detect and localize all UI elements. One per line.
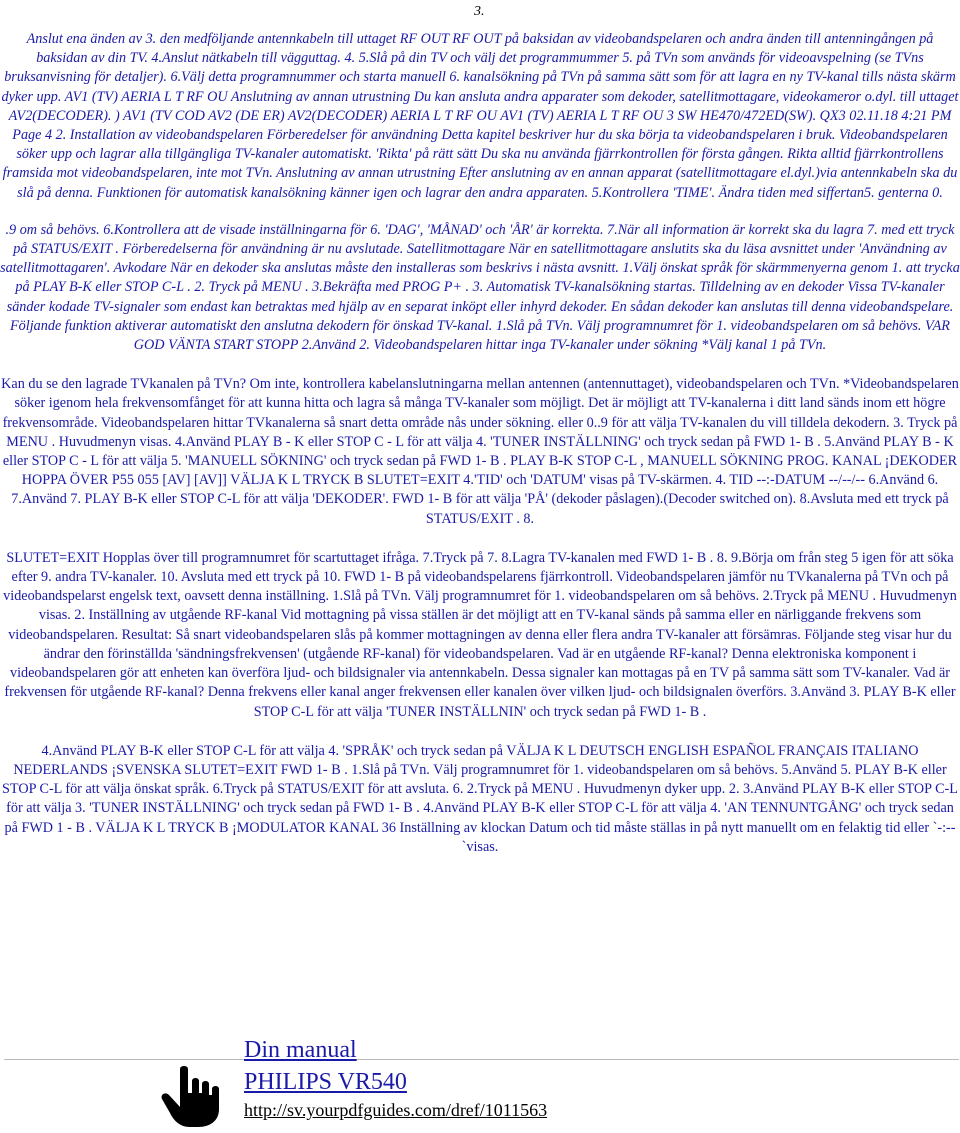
model-link[interactable]: PHILIPS VR540 (244, 1069, 407, 1095)
url-link[interactable]: http://sv.yourpdfguides.com/dref/1011563 (244, 1100, 548, 1120)
page-number: 3. (474, 4, 485, 19)
paragraph-4: SLUTET=EXIT Hopplas över till programnumret för scartuttaget ifråga. 7.Tryck på 7. 8.Lagra TV-kanalen med FWD 1- B . 8. 9.Börja om från steg 5 igen för att söka efter 9. andra TV-kanaler. 10. Avsluta med ett tryck på 10. FWD 1- B på videobandspelarens fjärrkontroll. Videobandspelaren jämför nu TVkanalerna på TVn och på videobandspelarst engelsk text, oavsett denna inställning. 1.Slå på TVn. Välj programnumret för 1. videobandspelaren om så behövs. 2.Tryck på MENU . Huvudmenyn visas. 2. Inställning av utgående RF-kanal Vid mottagning på vissa ställen är det möjligt att en TV-kanal sänds på samma eller en närliggande frekvens som videobandspelaren. Resultat: Så snart videobandspelaren slås på kommer mottagningen av denna eller flera andra TV-kanaler att försämras. Följande steg visar hur du ändrar den förinställda 'sändningsfrekvensen' (utgående RF-kanal) för videobandspelaren. Vad är en utgående RF-kanal? Denna elektroniska komponent i videobandspelaren gör att enheten kan överföra ljud- och bildsignaler via antennkabeln. Dessa signaler kan mottagas på en TV på samma sätt som TV-kanaler. Vad är frekvensen för utgående RF-kanal? Denna frekvens eller kanal anger frekvensen eller kanalen över vilken ljud- och bildsignalen överförs. 3.Använd 3. PLAY B-K eller STOP C-L för att välja 'TUNER INSTÄLLNIN' och tryck sedan på FWD 1- B . (3, 549, 957, 720)
text-flow (0, 30, 960, 857)
document-body (0, 30, 960, 1050)
hand-cursor-icon (158, 1063, 228, 1129)
paragraph-3: Kan du se den lagrade TVkanalen på TVn? Om inte, kontrollera kabelanslutningarna mellan antennen (antennuttaget), videobandspelaren och TVn. *Videobandspelaren söker igenom hela frekvensomfånget för att kunna hitta och lagra så många TV-kanaler som möjligt. Det är möjligt att TV-kanalerna i ditt land sänds inom ett högre frekvensområde. Videobandspelaren hittar TVkanalerna så snart detta område nås under sökning. eller 0..9 för att välja TV-kanalen du vill tilldela dekodern. 3. Tryck på MENU . Huvudmenyn visas. 4.Använd PLAY B - K eller STOP C - L för att välja 4. 'TUNER INSTÄLLNING' och tryck sedan på FWD 1- B . 5.Använd PLAY B - K eller STOP C - L för att välja 5. 'MANUELL SÖKNING' och tryck sedan på FWD 1- B . PLAY B-K STOP C-L , MANUELL SÖKNING PROG. KANAL ¡DEKODER HOPPA ÖVER P55 055 [AV] [AV]] VÄLJA K L TRYCK B SLUTET=EXIT 4.'TID' och 'DATUM' visas på TV-skärmen. 4. TID --:-DATUM --/--/-- 6.Använd 6. 7.Använd 7. PLAY B-K eller STOP C-L för att välja 'DEKODER'. FWD 1- B för att välja 'PÅ' (dekoder påslagen).(Decoder switched on). 8.Avsluta med ett tryck på STATUS/EXIT . 8. (1, 376, 959, 527)
paragraph-2: .9 om så behövs. 6.Kontrollera att de visade inställningarna för 6. 'DAG', 'MÅNAD' och 'ÅR' är korrekta. 7.När all information är korrekt ska du lagra 7. med ett tryck på STATUS/EXIT . Förberedelserna för användning är nu avslutade. Satellitmottagare När en satellitmottagare anslutits ska du läsa avsnittet under 'Användning av satellitmottagaren'. Avkodare När en dekoder ska anslutas måste den installeras som beskrivs i nästa avsnitt. 1.Välj önskat språk för skärmmenyerna genom 1. att trycka på PLAY B-K eller STOP C-L . 2. Tryck på MENU . 3.Bekräfta med PROG P+ . 3. Automatisk TV-kanalsökning startas. Tilldelning av en dekoder Vissa TV-kanaler sänder kodade TV-signaler som endast kan betraktas med hjälp av en separat inköpt eller inhyrd dekoder. En sådan dekoder kan anslutas till denna videobandspelare. Följande funktion aktiverar automatiskt den anslutna dekodern för önskad TV-kanal. 1.Slå på TVn. Välj programnumret för 1. videobandspelaren om så behövs. VAR GOD VÄNTA START STOPP 2.Använd 2. Videobandspelaren hittar inga TV-kanaler under sökning *Välj kanal 1 på TVn. (0, 221, 960, 354)
footer-links (244, 1034, 547, 1122)
paragraph-5: 4.Använd PLAY B-K eller STOP C-L för att välja 4. 'SPRÅK' och tryck sedan på VÄLJA K L DEUTSCH ENGLISH ESPAÑOL FRANÇAIS ITALIANO NEDERLANDS ¡SVENSKA SLUTET=EXIT FWD 1- B . 1.Slå på TVn. Välj programnumret för 1. videobandspelaren om så behövs. 5.Använd 5. PLAY B-K eller STOP C-L för att välja önskat språk. 6.Tryck på STATUS/EXIT för att avsluta. 6. 2.Tryck på MENU . Huvudmenyn dyker upp. 2. 3.Använd PLAY B-K eller STOP C-L för att välja 3. 'TUNER INSTÄLLNING' och tryck sedan på FWD 1- B . 4.Använd PLAY B-K eller STOP C-L för att välja 4. 'AN TENNUNTGÅNG' och tryck sedan på FWD 1 - B . VÄLJA K L TRYCK B ¡MODULATOR KANAL 36 Inställning av klockan Datum och tid måste ställas in på nytt manuellt om en felaktig tid eller `-:-- `visas. (2, 742, 958, 855)
paragraph-1: Anslut ena änden av 3. den medföljande antennkabeln till uttaget RF OUT RF OUT på baksidan av videobandspelaren och andra änden till antenningången på baksidan av din TV. 4.Anslut nätkabeln till vägguttag. 4. 5.Slå på din TV och välj det programmummer 5. på TVn som används för videoavspelning (se TVns bruksanvisning för detaljer). 6.Välj detta programnummer och starta manuell 6. kanalsökning på TVn på samma sätt som för att lagra en ny TV-kanal tills nästa skärm dyker upp. AV1 (TV) AERIA L T RF OU Anslutning av annan utrustning Du kan ansluta andra apparater som dekoder, satellitmottagare, videokameror o.dyl. till uttaget AV2(DECODER). ) AV1 (TV COD AV2 (DE ER) AV2(DECODER) AERIA L T RF OU AV1 (TV) AERIA L T RF OU 3 SW HE470/472ED(SW). QX3 02.11.18 4:21 PM Page 4 2. Installation av videobandspelaren Förberedelser för användning Detta kapitel beskriver hur du ska börja ta videobandspelaren i bruk. Videobandspelaren söker upp och lagrar alla tillgängliga TV-kanaler automatiskt. 'Rikta' på rätt sätt Du ska nu använda fjärrkontrollen för första gången. Rikta alltid fjärrkontrollens framsida mot videobandspelaren, inte mot TVn. Anslutning av annan utrustning Efter anslutning av en annan apparat (satellitmottagare el.dyl.)via antennkabeln ska du slå på denna. Funktionen för automatisk kanalsökning känner igen och lagrar den andra apparaten. 5.Kontrollera 'TIME'. Ändra tiden med siffertan5. genterna 0. (1, 31, 959, 201)
manual-link[interactable]: Din manual (244, 1037, 357, 1063)
